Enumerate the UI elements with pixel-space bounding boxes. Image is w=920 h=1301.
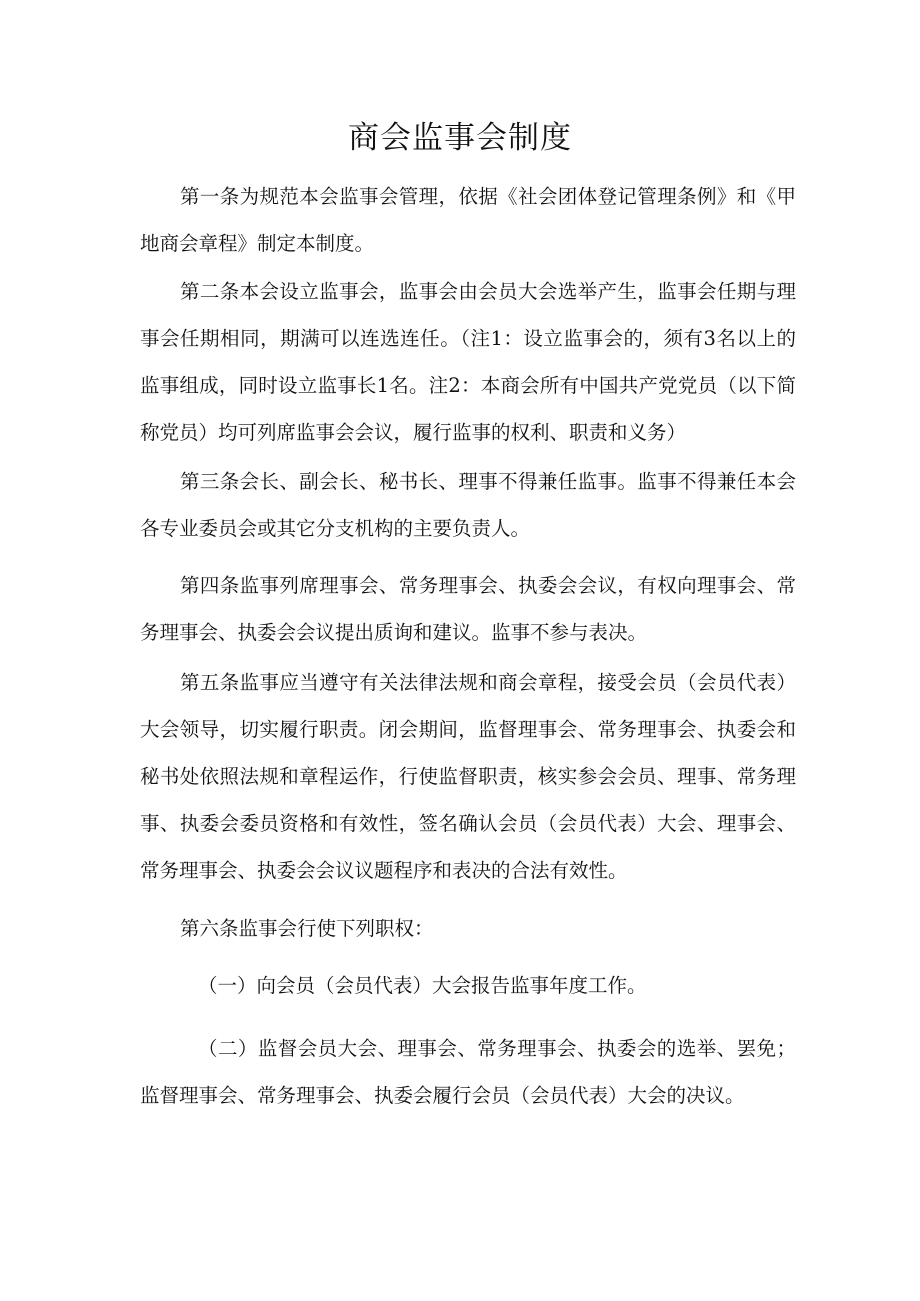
article-6: 第六条监事会行使下列职权： <box>180 917 434 940</box>
article-3: 第三条会长、副会长、秘书长、理事不得兼任监事。监事不得兼任本会各专业委员会或其它分支机构的主要负责人。 <box>140 470 796 540</box>
article-2: 第二条本会设立监事会，监事会由会员大会选举产生，监事会任期与理事会任期相同，期满可以连选连任。（注1：设立监事会的，须有3名以上的监事组成，同时设立监事长1名。注2：本商会所有中国共产党党员（以下简称党员）均可列席监事会会议，履行监事的权利、职责和义务） <box>140 280 796 444</box>
article-5: 第五条监事应当遵守有关法律法规和商会章程，接受会员（会员代表）大会领导，切实履行职责。闭会期间，监督理事会、常务理事会、执委会和秘书处依照法规和章程运作，行使监督职责，核实参会会员、理事、常务理事、执委会委员资格和有效性，签名确认会员（会员代表）大会、理事会、常务理事会、执委会会议议题程序和表决的合法有效性。 <box>140 671 796 882</box>
article-6-item-2: （二）监督会员大会、理事会、常务理事会、执委会的选举、罢免；监督理事会、常务理事会、执委会履行会员（会员代表）大会的决议。 <box>140 1037 796 1107</box>
article-1: 第一条为规范本会监事会管理，依据《社会团体登记管理条例》和《甲地商会章程》制定本制度。 <box>140 185 796 255</box>
document-title: 商会监事会制度 <box>348 120 572 156</box>
article-4: 第四条监事列席理事会、常务理事会、执委会会议，有权向理事会、常务理事会、执委会会议提出质询和建议。监事不参与表决。 <box>140 574 796 644</box>
article-6-item-1: （一）向会员（会员代表）大会报告监事年度工作。 <box>198 974 647 997</box>
